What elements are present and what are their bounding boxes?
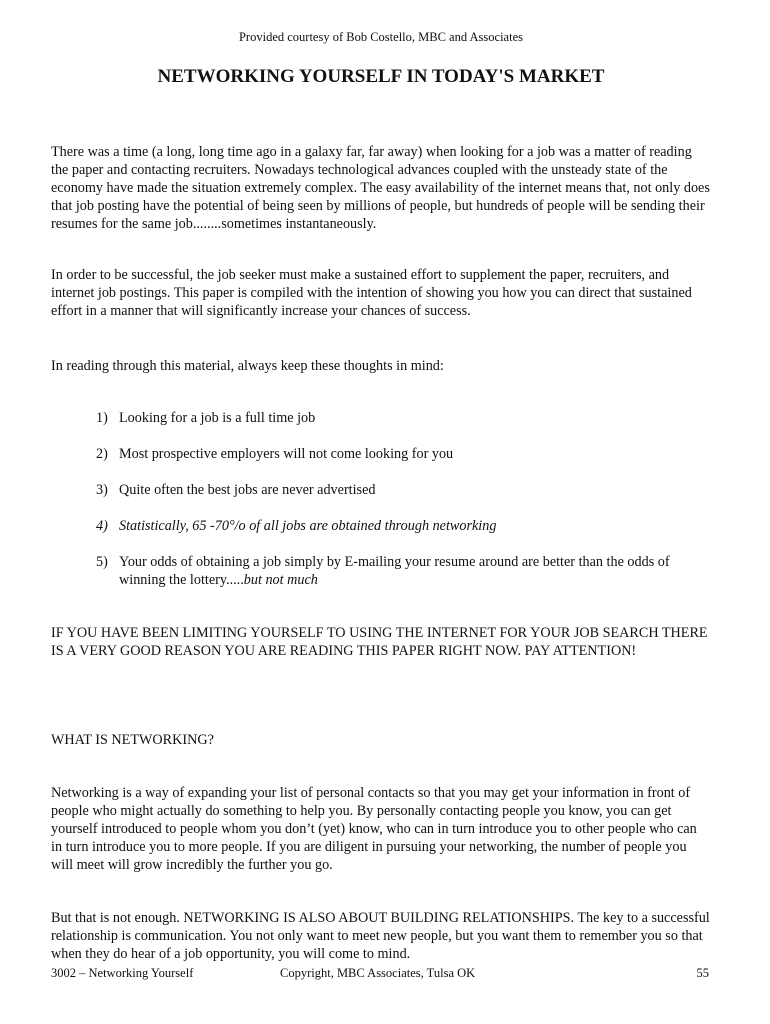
relationships-paragraph: But that is not enough. NETWORKING IS ALSO ABOUT BUILDING RELATIONSHIPS. The key to a successful relationship is communication. You not only want to meet new people, but you want them to remember you so that when they do hear of a job opportunity, you will come to mind.	[51, 910, 710, 962]
footer-copyright: Copyright, MBC Associates, Tulsa OK	[280, 966, 476, 980]
list-item-number: 2)	[96, 446, 108, 462]
document-page	[51, 0, 711, 1024]
attention-paragraph: IF YOU HAVE BEEN LIMITING YOURSELF TO USING THE INTERNET FOR YOUR JOB SEARCH THERE IS A VERY GOOD REASON YOU ARE READING THIS PAPER RIGHT NOW. PAY ATTENTION!	[51, 625, 708, 659]
list-item-number: 1)	[96, 410, 108, 426]
footer-doc-id: 3002 – Networking Yourself	[51, 966, 194, 980]
page-title: NETWORKING YOURSELF IN TODAY'S MARKET	[157, 66, 605, 87]
list-item-text-main: Your odds of obtaining a job simply by E-mailing your resume around are better than the odds of winning the lottery.....	[119, 554, 670, 588]
list-item-text: Most prospective employers will not come looking for you	[119, 446, 454, 462]
list-item-text: Looking for a job is a full time job	[119, 410, 316, 426]
list-item-text: Quite often the best jobs are never advertised	[119, 482, 376, 498]
list-item-text: Statistically, 65 -70°/o of all jobs are obtained through networking	[119, 518, 497, 534]
section-heading: WHAT IS NETWORKING?	[51, 732, 214, 748]
list-item-number: 4)	[96, 518, 108, 534]
list-item-text-italic: but not much	[243, 572, 318, 588]
intro-paragraph: There was a time (a long, long time ago in a galaxy far, far away) when looking for a job was a matter of reading the paper and contacting recruiters. Nowadays technological advances coupled with the unsteady state of the economy have made the situation extremely complex. The easy availability of the internet means that, not only does that job posting have the potential of being seen by millions of people, but hundreds of people will be sending their resumes for the same job........sometimes instantaneously.	[51, 144, 710, 232]
reading-paragraph: In reading through this material, always keep these thoughts in mind:	[51, 358, 444, 374]
courtesy-line: Provided courtesy of Bob Costello, MBC and Associates	[238, 30, 523, 44]
page-number: 55	[696, 966, 709, 980]
networking-paragraph: Networking is a way of expanding your list of personal contacts so that you may get your information in front of people who might actually do something to help you. By personally contacting people you know, you can get yourself introduced to people whom you don’t (yet) know, who can in turn introduce you to other people who can in turn introduce you to more people. If you are diligent in pursuing your networking, the number of people you will meet will grow incredibly the further you go.	[51, 785, 697, 873]
success-paragraph: In order to be successful, the job seeker must make a sustained effort to supplement the paper, recruiters, and internet job postings. This paper is compiled with the intention of showing you how you can direct that sustained effort in a manner that will significantly increase your chances of success.	[51, 267, 692, 319]
list-item-number: 3)	[96, 482, 108, 498]
list-item-number: 5)	[96, 554, 108, 570]
list-item-text	[119, 553, 711, 589]
